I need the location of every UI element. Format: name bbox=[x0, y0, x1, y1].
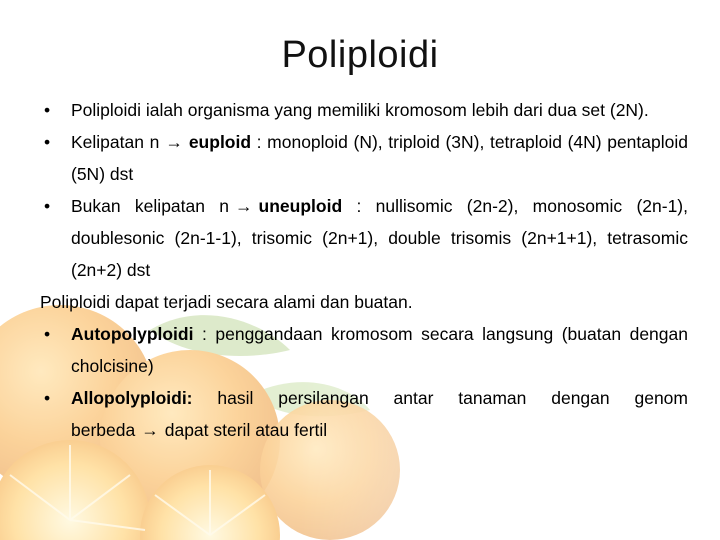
term-autopolyploidi: Autopolyploidi bbox=[71, 324, 194, 344]
bullet-marker: • bbox=[44, 100, 51, 120]
bullet-text-rest: : nullisomic (2n-2), monosomic (2n-1), doublesonic (2n-1-1), trisomic (2n+1), double trisomis (2n+1+1), tetrasomic (2n+2) dst bbox=[71, 196, 688, 280]
term-euploid: euploid bbox=[188, 132, 252, 152]
bullet-item-autopolyploidi bbox=[40, 318, 688, 382]
bullet-text-end: dapat steril atau fertil bbox=[164, 420, 328, 440]
right-arrow-icon: → bbox=[235, 196, 253, 216]
bullet-text-mid: hasil persilangan antar tanaman dengan genom berbeda bbox=[71, 388, 688, 440]
bullet-text-prefix: Kelipatan n bbox=[71, 132, 160, 152]
paragraph-line: Poliploidi dapat terjadi secara alami dan buatan. bbox=[40, 292, 413, 312]
right-arrow-icon: → bbox=[141, 420, 159, 440]
term-allopolyploidi: Allopolyploidi: bbox=[71, 388, 193, 408]
bullet-item-uneuploid bbox=[40, 190, 688, 286]
bullet-text-rest: : penggandaan kromosom secara langsung (buatan dengan cholcisine) bbox=[71, 324, 688, 376]
bullet-item-definition bbox=[40, 94, 688, 126]
bullet-item-euploid bbox=[40, 126, 688, 190]
right-arrow-icon: → bbox=[165, 132, 183, 152]
bullet-marker: • bbox=[44, 132, 51, 152]
bullet-marker: • bbox=[44, 196, 51, 216]
bullet-text: Poliploidi ialah organisma yang memiliki kromosom lebih dari dua set (2N). bbox=[71, 100, 649, 120]
content-body bbox=[40, 94, 688, 446]
term-uneuploid: uneuploid bbox=[258, 196, 343, 216]
bullet-marker: • bbox=[44, 388, 51, 408]
bullet-marker: • bbox=[44, 324, 51, 344]
bullet-text-rest: : monoploid (N), triploid (3N), tetraploid (4N) pentaploid (5N) dst bbox=[71, 132, 688, 184]
bullet-text-prefix: Bukan kelipatan n bbox=[71, 196, 230, 216]
bullet-item-allopolyploidi bbox=[40, 382, 688, 446]
page-title: Poliploidi bbox=[281, 34, 439, 76]
